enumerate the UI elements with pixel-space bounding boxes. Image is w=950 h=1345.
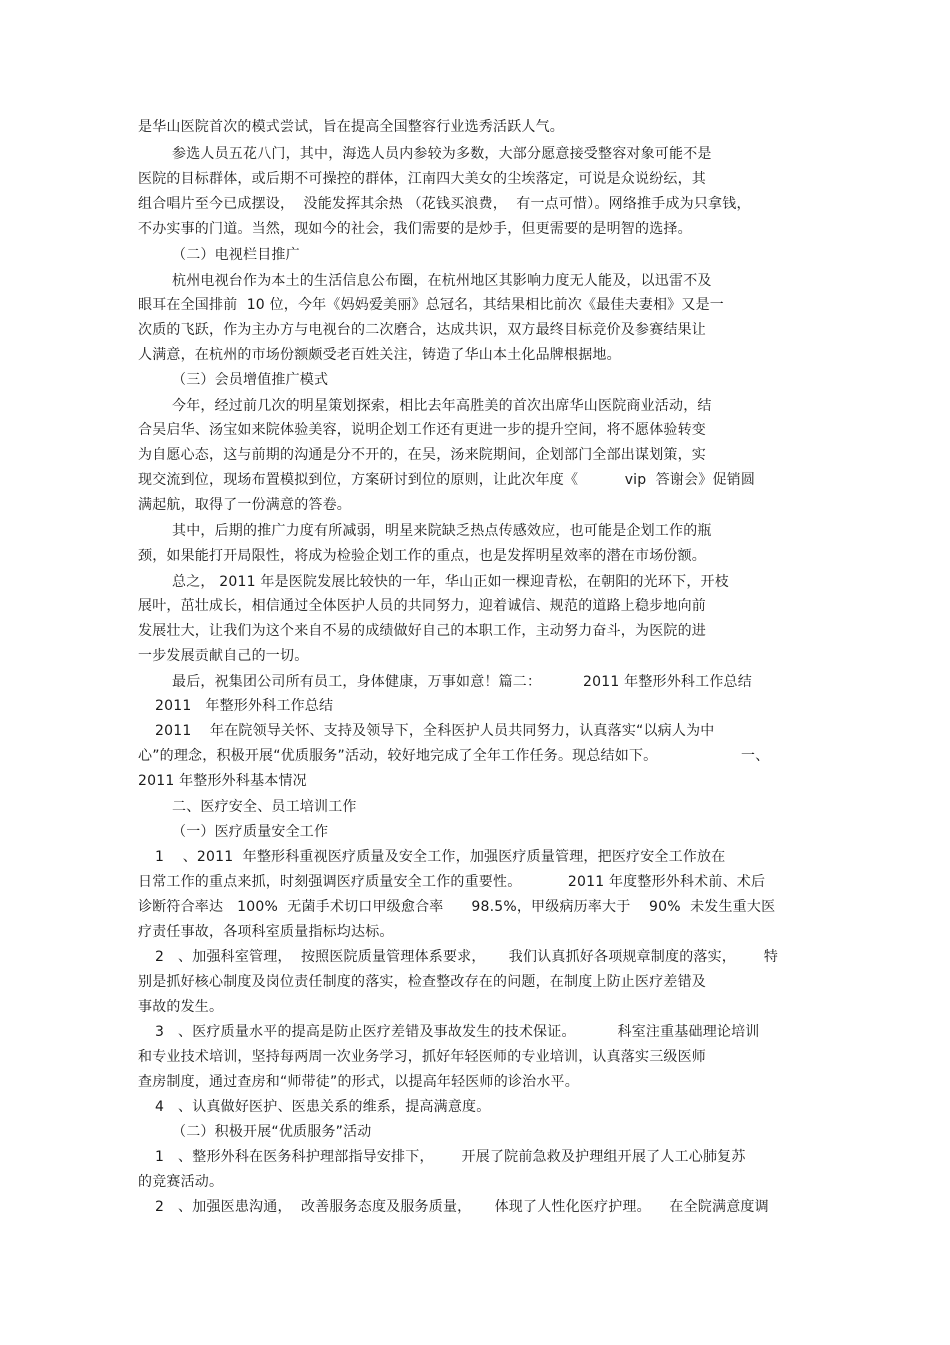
- section-heading: （一）医疗质量安全工作: [172, 824, 329, 840]
- text-line: 2 、加强科室管理， 按照医院质量管理体系要求， 我们认真抓好各项规章制度的落实， 特: [155, 949, 779, 965]
- section-heading: （二）电视栏目推广: [172, 247, 300, 263]
- text-line: 2 、加强医患沟通， 改善服务态度及服务质量， 体现了人性化医疗护理。 在全院满意度调: [155, 1199, 769, 1215]
- text-line: 最后，祝集团公司所有员工，身体健康，万事如意！篇二： 2011 年整形外科工作总结: [172, 674, 752, 690]
- text-line: 总之， 2011 年是医院发展比较快的一年，华山正如一棵迎青松，在朝阳的光环下，开枝: [172, 574, 729, 590]
- text-line: 是华山医院首次的模式尝试，旨在提高全国整容行业选秀活跃人气。: [138, 119, 564, 135]
- text-line: 人满意，在杭州的市场份额颇受老百姓关注，铸造了华山本土化品牌根据地。: [138, 347, 621, 363]
- text-line: 1 、2011 年整形科重视医疗质量及安全工作，加强医疗质量管理，把医疗安全工作放在: [155, 849, 726, 865]
- text-line: 不办实事的门道。当然，现如今的社会，我们需要的是炒手，但更需要的是明智的选择。: [138, 221, 692, 237]
- text-line: 和专业技术培训，坚持每两周一次业务学习，抓好年轻医师的专业培训，认真落实三级医师: [138, 1049, 706, 1065]
- text-line: 眼耳在全国排前 10 位，今年《妈妈爱美丽》总冠名，其结果相比前次《最佳夫妻相》又是一: [138, 297, 724, 313]
- text-line: 别是抓好核心制度及岗位责任制度的落实，检查整改存在的问题，在制度上防止医疗差错及: [138, 974, 706, 990]
- document-title: 2011 年整形外科工作总结: [155, 698, 334, 714]
- text-line: 一步发展贡献自己的一切。: [138, 648, 309, 664]
- text-line: 3 、医疗质量水平的提高是防止医疗差错及事故发生的技术保证。 科室注重基础理论培训: [155, 1024, 760, 1040]
- text-line: 2011 年在院领导关怀、支持及领导下，全科医护人员共同努力，认真落实“以病人为中: [155, 723, 715, 739]
- text-line: 参选人员五花八门，其中，海选人员内参较为多数，大部分愿意接受整容对象可能不是: [172, 146, 712, 162]
- text-line: 日常工作的重点来抓，时刻强调医疗质量安全工作的重要性。 2011 年度整形外科术前、术后: [138, 874, 766, 890]
- text-line: 4 、认真做好医护、医患关系的维系，提高满意度。: [155, 1099, 491, 1115]
- text-line: 事故的发生。: [138, 999, 224, 1015]
- text-line: 的竞赛活动。: [138, 1174, 224, 1190]
- text-line: 疗责任事故，各项科室质量指标均达标。: [138, 924, 394, 940]
- text-line: 医院的目标群体，或后期不可操控的群体，江南四大美女的尘埃落定，可说是众说纷纭，其: [138, 171, 706, 187]
- text-line: 心”的理念，积极开展“优质服务”活动，较好地完成了全年工作任务。现总结如下。 一、: [138, 748, 770, 764]
- section-heading: （二）积极开展“优质服务”活动: [172, 1124, 372, 1140]
- text-line: 组合唱片至今已成摆设， 没能发挥其余热 （花钱买浪费， 有一点可惜）。网络推手成为只拿钱，: [138, 196, 751, 212]
- section-heading: （三）会员增值推广模式: [172, 372, 329, 388]
- text-line: 现交流到位，现场布置模拟到位，方案研讨到位的原则，让此次年度《 vip 答谢会》促销圆: [138, 472, 756, 488]
- text-line: 展叶，茁壮成长，相信通过全体医护人员的共同努力，迎着诚信、规范的道路上稳步地向前: [138, 598, 706, 614]
- text-line: 诊断符合率达 100% 无菌手术切口甲级愈合率 98.5%，甲级病历率大于 90% 未发生重大医: [138, 899, 776, 915]
- text-line: 合吴启华、汤宝如来院体验美容，说明企划工作还有更进一步的提升空间，将不愿体验转变: [138, 422, 706, 438]
- section-heading: 二、医疗安全、员工培训工作: [172, 799, 357, 815]
- text-line: 为自愿心态，这与前期的沟通是分不开的，在吴，汤来院期间，企划部门全部出谋划策，实: [138, 447, 706, 463]
- text-line: 次质的飞跃，作为主办方与电视台的二次磨合，达成共识，双方最终目标竞价及参赛结果让: [138, 322, 706, 338]
- text-line: 今年，经过前几次的明星策划探索，相比去年高胜美的首次出席华山医院商业活动，结: [172, 398, 712, 414]
- text-line: 满起航，取得了一份满意的答卷。: [138, 497, 351, 513]
- text-line: 发展壮大，让我们为这个来自不易的成绩做好自己的本职工作，主动努力奋斗，为医院的进: [138, 623, 706, 639]
- text-line: 1 、整形外科在医务科护理部指导安排下， 开展了院前急救及护理组开展了人工心肺复苏: [155, 1149, 746, 1165]
- text-line: 查房制度，通过查房和“师带徒”的形式，以提高年轻医师的诊治水平。: [138, 1074, 579, 1090]
- text-line: 颈，如果能打开局限性，将成为检验企划工作的重点，也是发挥明星效率的潜在市场份额。: [138, 548, 706, 564]
- text-line: 其中，后期的推广力度有所减弱，明星来院缺乏热点传感效应，也可能是企划工作的瓶: [172, 523, 712, 539]
- text-line: 杭州电视台作为本土的生活信息公布圈，在杭州地区其影响力度无人能及，以迅雷不及: [172, 273, 712, 289]
- text-line: 2011 年整形外科基本情况: [138, 773, 307, 789]
